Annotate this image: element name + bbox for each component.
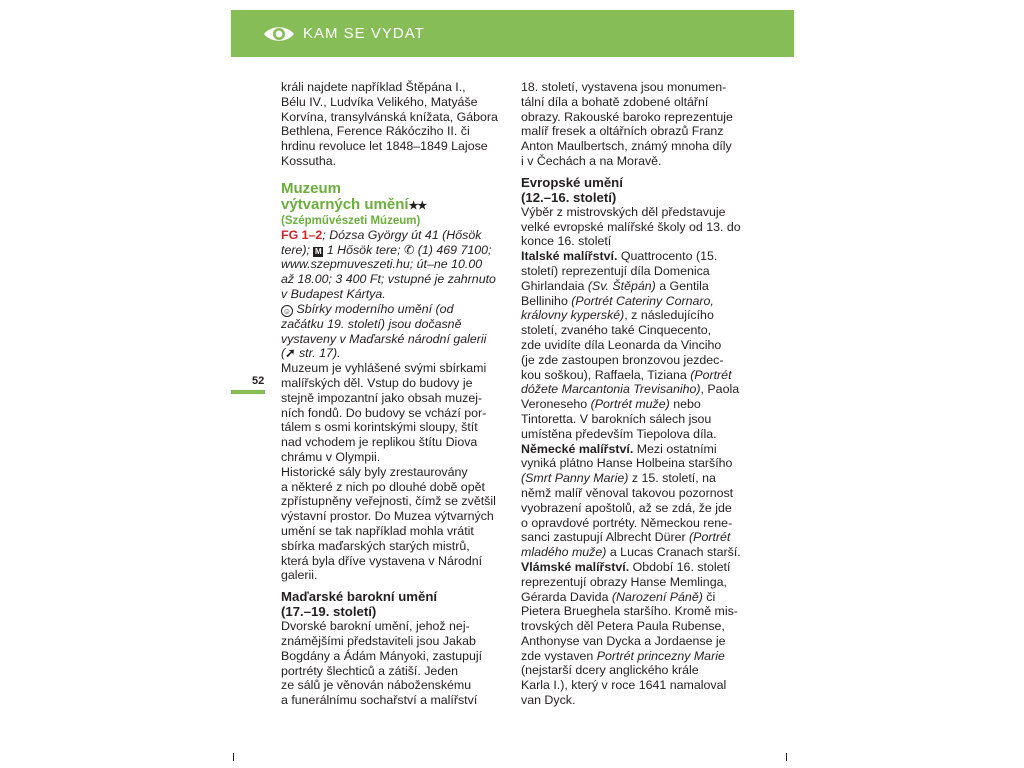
text-run: a Lucas Cranach starší. <box>606 545 741 560</box>
text-line: portréty šlechticů a zátiší. Jeden <box>281 663 458 678</box>
page-number: 52 <box>252 375 265 387</box>
text-line <box>521 545 753 560</box>
run-in-heading: Německé malířství. <box>521 441 634 456</box>
text-run: Ghirlandaia <box>521 278 588 293</box>
text-run: nebo <box>669 397 701 412</box>
baroque-paragraph <box>281 619 511 708</box>
text-line: stejně impozantní jako obsah muzej- <box>281 390 483 405</box>
text-line: nad vchodem je replikou štítu Diova <box>281 435 478 450</box>
text-line: vyniká plátno Hanse Holbeina staršího <box>521 456 733 471</box>
text-line: Karla I.), který v roce 1641 namaloval <box>521 678 727 693</box>
info-line: až 18.00; 3 400 Ft; vstupné je zahrnuto <box>281 272 496 287</box>
text-line: vyobrazení apoštolů, až se zdá, že jde <box>521 500 732 515</box>
info-line: v Budapest Kártya. <box>281 286 386 301</box>
text-line: a některé z nich po dlouhé době opět <box>281 479 485 494</box>
note-line: (➚ str. 17). <box>281 346 341 361</box>
text-line: sbírka maďarských starých mistrů, <box>281 538 470 553</box>
text-line: obrazy. Rakouské baroko reprezentuje <box>521 109 733 124</box>
artwork-title: (Portrét <box>690 367 732 382</box>
text-line: Kossutha. <box>281 153 337 168</box>
info-line <box>281 243 511 258</box>
text-line: galerii. <box>281 568 318 583</box>
text-run: zde vystaven <box>521 648 597 663</box>
text-line: známějšími představiteli jsou Jakab <box>281 633 476 648</box>
info-text: (1) 469 7100; <box>414 242 492 257</box>
text-line: Bethlena, Ference Rákócziho II. či <box>281 124 470 139</box>
flemish-paragraph <box>521 560 753 708</box>
text-line: století, zvaného také Cinquecento, <box>521 323 712 338</box>
phone-icon: ✆ <box>403 242 415 257</box>
crop-mark <box>233 753 234 761</box>
info-text: ; Dózsa György út 41 (Hősök <box>322 227 482 242</box>
text-line: (nejstarší dcery anglického krále <box>521 663 699 678</box>
text-line <box>521 279 753 294</box>
section-title: KAM SE VYDAT <box>303 25 425 42</box>
heading-line: (17.–19. století) <box>281 604 377 620</box>
text-line: o opravdové portréty. Německou rene- <box>521 515 733 530</box>
text-line: Historické sály byly zrestaurovány <box>281 464 468 479</box>
text-line <box>521 590 753 605</box>
metro-icon: M <box>315 246 322 256</box>
text-line <box>521 471 753 486</box>
text-line: Dvorské barokní umění, jehož nej- <box>281 619 470 634</box>
eye-icon <box>263 24 295 44</box>
text-run: Veroneseho <box>521 397 591 412</box>
run-in-heading: Italské malířství. <box>521 249 618 264</box>
text-run: Gérarda Davida <box>521 589 612 604</box>
text-line <box>521 308 753 323</box>
artwork-title: dóžete Marcantonia Trevisaniho) <box>521 382 701 397</box>
text-run: či <box>702 589 716 604</box>
section-banner <box>231 10 794 57</box>
text-line: králi najdete například Štěpána I., <box>281 80 466 94</box>
note-text: Sbírky moderního umění (od <box>293 301 454 316</box>
text-line: Anthonyse van Dycka a Jordaense je <box>521 633 726 648</box>
text-line: Bélu IV., Ludvíka Velikého, Matyáše <box>281 94 478 109</box>
run-in-heading: Vlámské malířství. <box>521 559 630 574</box>
text-line: tálem s osmi korintskými sloupy, štít <box>281 420 478 435</box>
note-text: str. 17). <box>295 346 341 361</box>
text-line <box>521 442 753 457</box>
text-line: malíř fresek a oltářních obrazů Franz <box>521 124 724 139</box>
text-line: století) reprezentují díla Domenica <box>521 263 710 278</box>
text-line: Muzeum je vyhlášené svými sbírkami <box>281 361 487 376</box>
european-intro <box>521 205 753 249</box>
text-line: ze sálů je věnován náboženskému <box>281 678 472 693</box>
text-run: Období 16. století <box>629 559 731 574</box>
text-line: zde uvidíte díla Leonarda da Vinciho <box>521 337 722 352</box>
museum-title <box>281 181 511 214</box>
text-line: (je zde zastoupen bronzovou jezdec- <box>521 352 724 367</box>
artwork-title: (Portrét <box>689 530 731 545</box>
text-line: i v Čechách a na Moravě. <box>521 153 662 168</box>
heading-line: (12.–16. století) <box>521 189 617 205</box>
artwork-title: (Narození Páně) <box>611 589 703 604</box>
text-line: konce 16. století <box>521 234 612 249</box>
heading-line: Evropské umění <box>521 174 623 190</box>
artwork-title: královny kyperské) <box>521 308 625 323</box>
text-run: kou soškou), Raffaela, Tiziana <box>521 367 691 382</box>
text-line <box>521 560 753 575</box>
text-line <box>521 397 753 412</box>
museum-description <box>281 361 511 583</box>
heading-line: Maďarské barokní umění <box>281 589 438 605</box>
artwork-title: Portrét princezny Marie <box>596 648 725 663</box>
text-line: Korvína, transylvánská knížata, Gábora <box>281 109 498 124</box>
artwork-title: (Sv. Štěpán) <box>587 278 656 293</box>
text-run: Quattrocento (15. <box>617 249 718 264</box>
text-run: Belliniho <box>521 293 572 308</box>
note-line <box>281 302 511 317</box>
left-column <box>281 80 511 708</box>
text-line: tální díla a bohatě zdobené oltářní <box>521 94 709 109</box>
text-run: a Gentila <box>655 278 709 293</box>
museum-title-line-2 <box>281 197 511 214</box>
text-line: umění se tak například mohla vrátit <box>281 523 474 538</box>
german-paragraph <box>521 442 753 560</box>
text-line: Pietera Brueghela staršího. Kromě mis- <box>521 604 738 619</box>
text-line: velké evropské malířské školy od 13. do <box>521 219 741 234</box>
tip-icon: ☺ <box>282 306 292 316</box>
text-line <box>521 249 753 264</box>
note-line: začátku 19. století) jsou dočasně <box>281 316 462 331</box>
text-line: trovských děl Petera Paula Rubense, <box>521 619 725 634</box>
italian-paragraph <box>521 249 753 441</box>
section-heading-baroque <box>281 589 511 619</box>
text-line: která byla dříve vystavena v Národní <box>281 553 483 568</box>
text-line: Anton Maulbertsch, známý mnoha díly <box>521 139 732 154</box>
text-run: , z následujícího <box>624 308 714 323</box>
text-line: němž malíř věnoval takovou pozornost <box>521 485 734 500</box>
text-run: sanci zastupují Albrecht Dürer <box>521 530 690 545</box>
museum-title-text: výtvarných umění <box>281 195 409 213</box>
text-line: van Dyck. <box>521 693 576 708</box>
text-line: reprezentují obrazy Hanse Memlinga, <box>521 574 727 589</box>
baroque-continued <box>521 80 753 169</box>
text-line <box>521 368 753 383</box>
info-text: 1 Hősök tere; <box>323 242 404 257</box>
text-line: umístěna především Tiepolova díla. <box>521 426 717 441</box>
text-line: malířských děl. Vstup do budovy je <box>281 375 473 390</box>
info-line <box>281 228 511 243</box>
text-line <box>521 649 753 664</box>
text-line: Bogdány a Ádám Mányoki, zastupují <box>281 648 483 663</box>
cross-reference-icon: ➚ <box>285 346 296 361</box>
text-line: hrdinu revoluce let 1848–1849 Lajose <box>281 139 488 154</box>
text-run: Mezi ostatními <box>633 441 717 456</box>
text-line: ních fondů. Do budovy se vchází por- <box>281 405 487 420</box>
artwork-title: mladého muže) <box>521 545 607 560</box>
artwork-title: (Portrét muže) <box>590 397 670 412</box>
text-line: výstavní prostor. Do Muzea výtvarných <box>281 509 494 524</box>
text-run: , Paola <box>700 382 740 397</box>
text-line: 18. století, vystavena jsou monumen- <box>521 80 727 94</box>
museum-info <box>281 228 511 302</box>
website-line: www.szepmuveszeti.hu; út–ne 10.00 <box>281 257 483 272</box>
text-line: a funerálnímu sochařství a malířství <box>281 693 478 708</box>
section-heading-european <box>521 175 753 205</box>
page-number-bar <box>231 390 265 394</box>
info-text: tere); <box>281 242 314 257</box>
museum-title-line-1: Muzeum <box>281 179 341 197</box>
note-line: vystaveny v Maďarské národní galerii <box>281 331 487 346</box>
text-run: z 15. století, na <box>628 471 716 486</box>
rating-stars: ★★ <box>408 199 427 212</box>
text-line <box>521 294 753 309</box>
text-line: zpřístupněny veřejnosti, čímž se zvětšil <box>281 494 496 509</box>
artwork-title: (Portrét Cateriny Cornaro, <box>571 293 714 308</box>
text-line <box>521 382 753 397</box>
right-column <box>521 80 753 708</box>
museum-subtitle: (Szépművészeti Múzeum) <box>281 214 421 227</box>
museum-note <box>281 302 511 361</box>
text-line: Tintoretta. V barokních sálech jsou <box>521 411 712 426</box>
text-line: chrámu v Olympii. <box>281 449 381 464</box>
text-line: Výběr z mistrovských děl představuje <box>521 204 726 219</box>
text-line <box>521 530 753 545</box>
crop-mark <box>786 753 787 761</box>
grid-reference: FG 1–2 <box>281 227 323 242</box>
intro-paragraph <box>281 80 511 169</box>
artwork-title: (Smrt Panny Marie) <box>521 471 629 486</box>
